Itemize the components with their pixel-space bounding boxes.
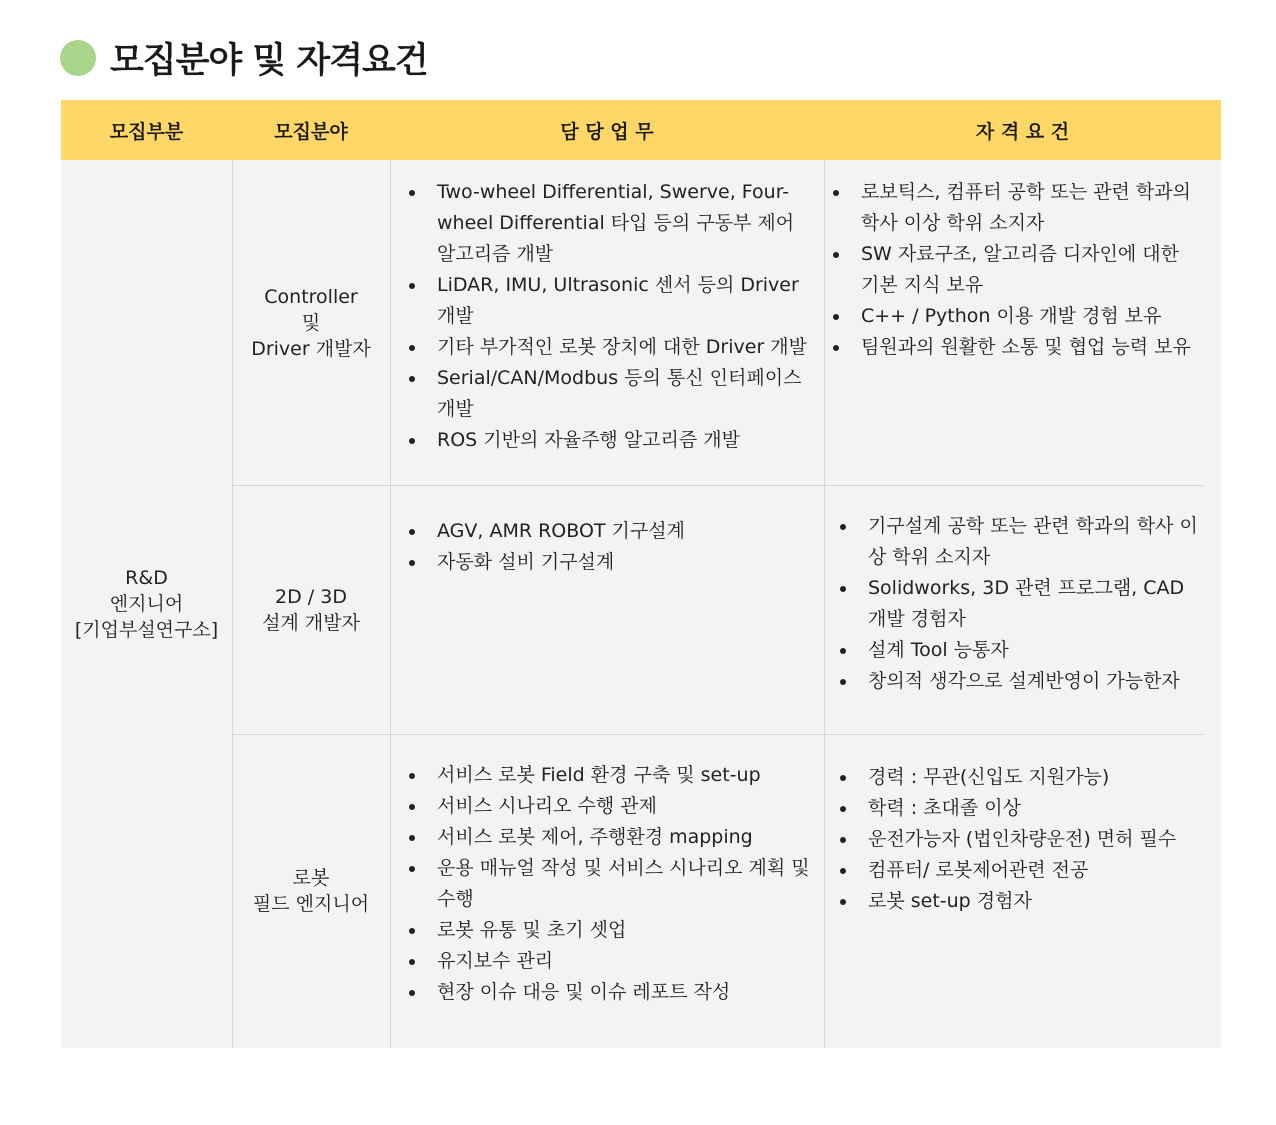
list-item: 로봇 set-up 경험자 xyxy=(840,886,1204,917)
list-item: 현장 이슈 대응 및 이슈 레포트 작성 xyxy=(409,977,811,1008)
section-title: 모집분야 및 자격요건 xyxy=(110,41,428,81)
list-item: 서비스 로봇 Field 환경 구축 및 set-up xyxy=(409,760,811,791)
list-item: Solidworks, 3D 관련 프로그램, CAD 개발 경험자 xyxy=(840,573,1204,635)
field-label-line: 2D / 3D xyxy=(275,585,347,608)
field-cell-robot xyxy=(232,734,390,1048)
list-item: 경력 : 무관(신입도 지원가능) xyxy=(840,762,1204,793)
list-item: 설계 Tool 능통자 xyxy=(840,635,1204,666)
list-item: 기타 부가적인 로봇 장치에 대한 Driver 개발 xyxy=(409,332,811,363)
list-item: SW 자료구조, 알고리즘 디자인에 대한 기본 지식 보유 xyxy=(833,239,1199,301)
list-item: ROS 기반의 자율주행 알고리즘 개발 xyxy=(409,425,811,456)
qualification-list-controller xyxy=(833,177,1199,363)
list-item: 서비스 로봇 제어, 주행환경 mapping xyxy=(409,822,811,853)
field-label-line: 및 xyxy=(301,311,321,334)
list-item: AGV, AMR ROBOT 기구설계 xyxy=(409,516,811,547)
list-item: 기구설계 공학 또는 관련 학과의 학사 이상 학위 소지자 xyxy=(840,511,1204,573)
list-item: 컴퓨터/ 로봇제어관련 전공 xyxy=(840,855,1204,886)
header-part: 모집부분 xyxy=(109,120,184,143)
field-cell-controller xyxy=(232,160,390,485)
list-item: C++ / Python 이용 개발 경험 보유 xyxy=(833,301,1199,332)
header-field: 모집분야 xyxy=(274,120,348,143)
section-heading xyxy=(60,32,428,84)
column-divider xyxy=(824,160,825,1048)
list-item: Serial/CAN/Modbus 등의 통신 인터페이스 개발 xyxy=(409,363,811,425)
qualification-list-design xyxy=(840,511,1204,697)
list-item: 서비스 시나리오 수행 관제 xyxy=(409,791,811,822)
list-item: 로봇 유통 및 초기 셋업 xyxy=(409,915,811,946)
field-label-line: 로봇 xyxy=(292,867,330,889)
part-label-line: [기업부설연구소] xyxy=(74,619,219,641)
list-item: 팀원과의 원활한 소통 및 협업 능력 보유 xyxy=(833,332,1199,363)
list-item: Two-wheel Differential, Swerve, Four-wheel Differential 타입 등의 구동부 제어 알고리즘 개발 xyxy=(409,177,811,270)
field-label-line: 필드 엔지니어 xyxy=(252,893,370,915)
list-item: LiDAR, IMU, Ultrasonic 센서 등의 Driver 개발 xyxy=(409,270,811,332)
field-label-line: Driver 개발자 xyxy=(251,337,371,360)
part-cell xyxy=(61,160,232,1048)
green-dot-icon xyxy=(60,40,96,76)
column-divider xyxy=(390,160,391,1048)
list-item: 자동화 설비 기구설계 xyxy=(409,547,811,578)
list-item: 로보틱스, 컴퓨터 공학 또는 관련 학과의 학사 이상 학위 소지자 xyxy=(833,177,1199,239)
list-item: 창의적 생각으로 설계반영이 가능한자 xyxy=(840,666,1204,697)
duty-list-robot xyxy=(409,760,811,1008)
list-item: 학력 : 초대졸 이상 xyxy=(840,793,1204,824)
list-item: 운전가능자 (법인차량운전) 면허 필수 xyxy=(840,824,1204,855)
field-cell-design xyxy=(232,485,390,734)
field-label-line: 설계 개발자 xyxy=(262,611,360,634)
list-item: 유지보수 관리 xyxy=(409,946,811,977)
qualification-list-robot xyxy=(840,762,1204,917)
field-label-line: Controller xyxy=(264,285,358,308)
duty-list-controller xyxy=(409,177,811,456)
header-qualification: 자 격 요 건 xyxy=(975,120,1070,143)
header-duty: 담 당 업 무 xyxy=(560,120,654,143)
part-label-line: 엔지니어 xyxy=(109,593,184,615)
table-header-row xyxy=(61,100,1221,160)
part-label-line: R&D xyxy=(125,567,168,589)
duty-list-design xyxy=(409,516,811,578)
list-item: 운용 매뉴얼 작성 및 서비스 시나리오 계획 및 수행 xyxy=(409,853,811,915)
recruitment-table xyxy=(61,100,1221,1048)
